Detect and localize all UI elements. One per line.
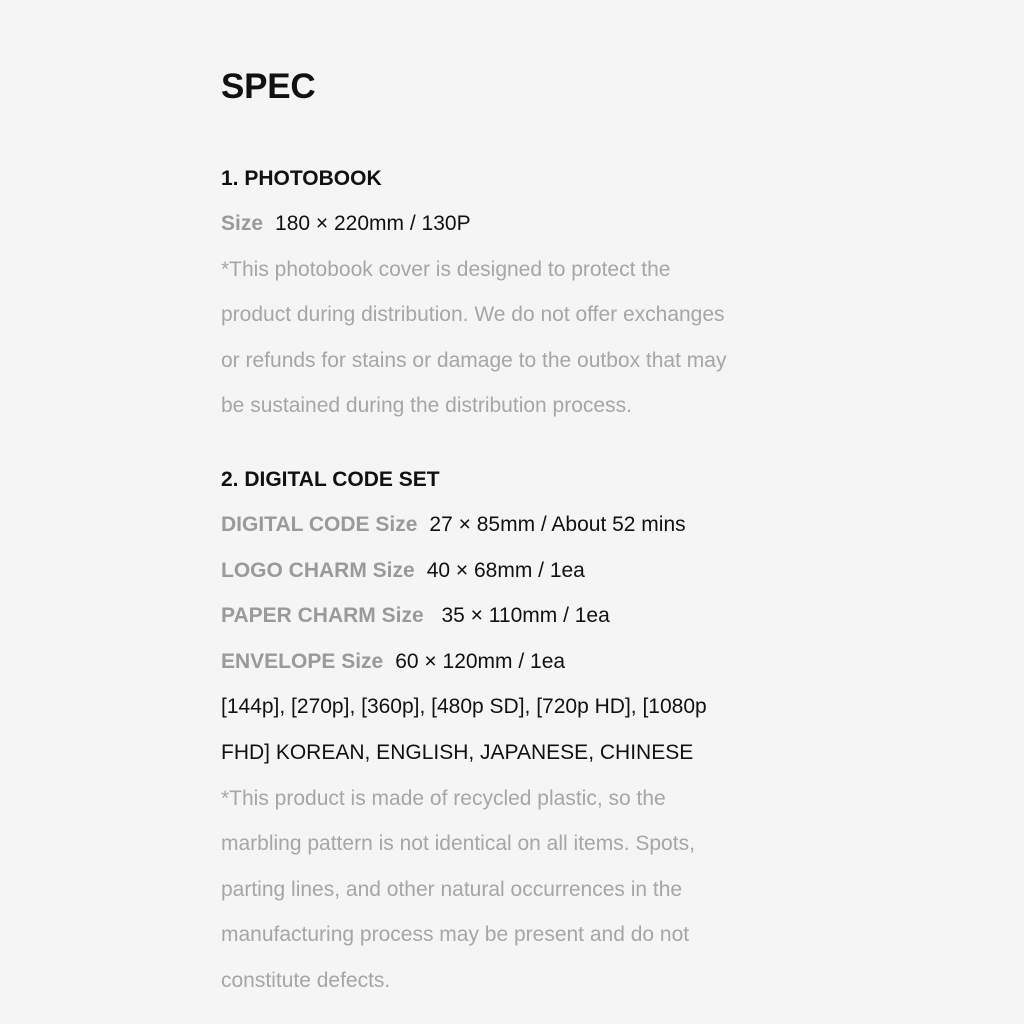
page-title: SPEC — [221, 67, 316, 106]
note-line: *This photobook cover is designed to protect the — [221, 257, 671, 281]
note-line: *This product is made of recycled plastic, so the — [221, 786, 666, 810]
note-line: product during distribution. We do not offer exchanges — [221, 303, 725, 327]
spec-label: ENVELOPE Size — [221, 649, 384, 673]
spec-value: 180 × 220mm / 130P — [275, 212, 471, 235]
spec-value: 27 × 85mm / About 52 mins — [429, 513, 686, 536]
section-heading-photobook: 1. PHOTOBOOK — [221, 167, 382, 190]
note-line: constitute defects. — [221, 968, 391, 992]
spec-row-size — [221, 201, 821, 247]
note-line: be sustained during the distribution process. — [221, 394, 632, 418]
info-line: FHD] KOREAN, ENGLISH, JAPANESE, CHINESE — [221, 740, 694, 764]
spec-label: DIGITAL CODE Size — [221, 513, 418, 536]
section-heading-digital-code-set: 2. DIGITAL CODE SET — [221, 468, 440, 491]
spec-row-logo-charm — [221, 548, 821, 594]
spec-row-paper-charm — [221, 593, 821, 639]
spec-value: 35 × 110mm / 1ea — [435, 604, 610, 628]
spec-label: LOGO CHARM Size — [221, 558, 415, 582]
digital-code-set-spec-block — [221, 502, 821, 1004]
spec-row-envelope — [221, 639, 821, 685]
note-line: or refunds for stains or damage to the outbox that may — [221, 348, 727, 372]
note-line: manufacturing process may be present and do not — [221, 923, 690, 947]
spec-label: Size — [221, 212, 264, 235]
spec-value: 40 × 68mm / 1ea — [426, 558, 585, 582]
photobook-spec-block — [221, 201, 821, 429]
note-line: marbling pattern is not identical on all items. Spots, — [221, 832, 695, 856]
spec-label: PAPER CHARM Size — [221, 604, 424, 628]
note-line: parting lines, and other natural occurrences in the — [221, 877, 683, 901]
info-line: [144p], [270p], [360p], [480p SD], [720p HD], [1080p — [221, 695, 707, 719]
spec-value: 60 × 120mm / 1ea — [395, 649, 566, 673]
spec-row-digital-code — [221, 502, 821, 548]
